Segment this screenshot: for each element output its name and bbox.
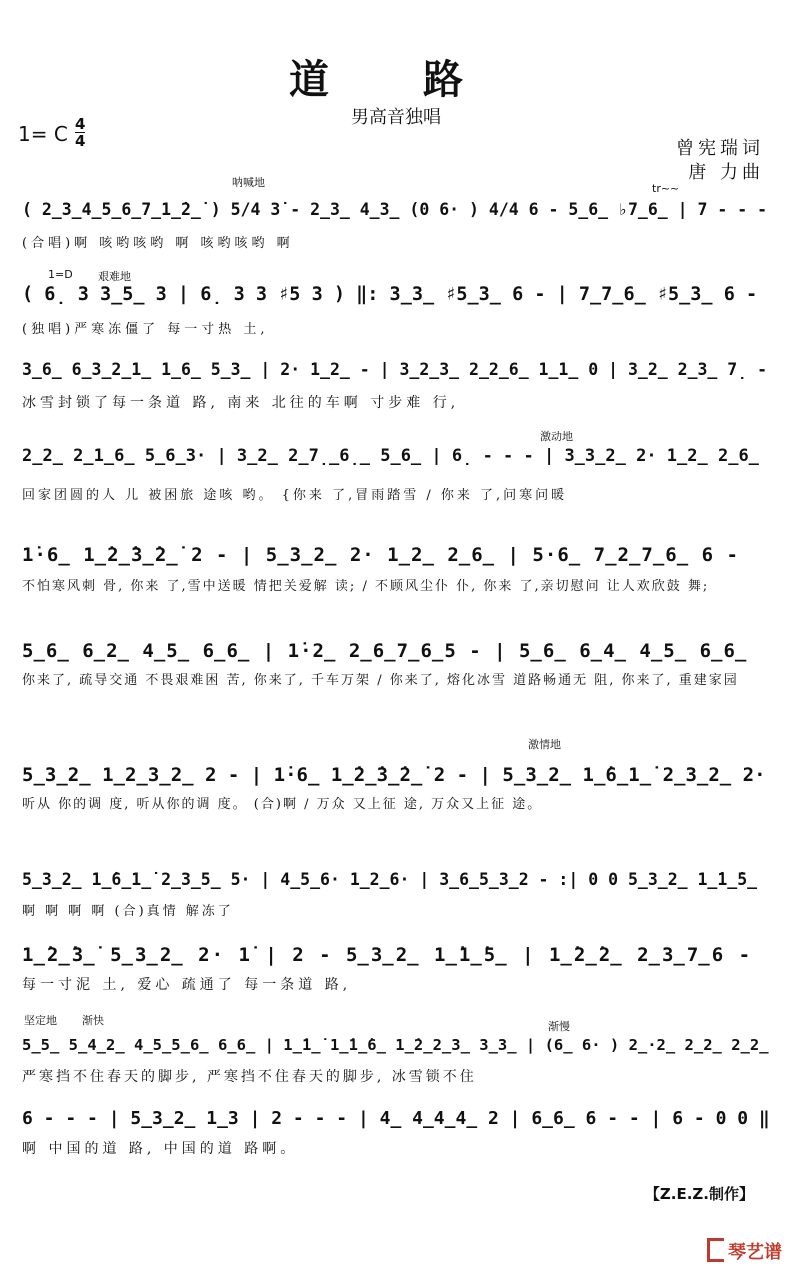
notes-5: 1̇·6̲ 1̲̇2̲̇3̲̇2̲̇ 2 - | 5̲3̲2̲ 2· 1̲2̲ 2̲6̲ | 5·6̲ 7̲2̲7̲6̲ 6 -: [22, 544, 739, 566]
notes-6: 5̲6̲ 6̲2̲ 4̲5̲ 6̲6̲ | 1̇·2̲ 2̲6̲7̲6̲5 - | 5̲6̲ 6̲4̲ 4̲5̲ 6̲6̲: [22, 640, 748, 662]
page-title: 道 路: [289, 56, 503, 103]
maker-credit: 【Z.E.Z.制作】: [644, 1185, 754, 1203]
logo-text: 琴艺谱: [728, 1242, 782, 1263]
lyricist-credit: 曾宪瑞词: [676, 138, 764, 159]
notes-10: 5̲5̲ 5̲4̲2̲ 4̲5̲5̲6̲ 6̲6̲ | 1̲̇1̲̇ 1̲̇1̲̇6̲ 1̲̇2̲2̲3̲ 3̲3̲ | (6̲ 6· ) 2̲·2̲ 2̲2̲ 2̲2̲: [22, 1036, 769, 1054]
time-signature: [75, 116, 85, 149]
notes-8: 5̲3̲2̲ 1̲̇6̲1̲̇ 2̲3̲5̲ 5· | 4̲5̲6· 1̲2̲6· | 3̲6̲5̲3̲2 - :| 0 0 5̲3̲2̲ 1̲̇1̲̇5̲: [22, 870, 758, 889]
cue-firm: 坚定地: [24, 1014, 57, 1027]
cue-rit: 渐慢: [548, 1020, 570, 1033]
time-top: 4: [75, 115, 86, 133]
lyrics-3: 冰雪封锁了每一条道 路, 南来 北往的车啊 寸步难 行,: [22, 395, 460, 411]
notes-2: ( 6̣ 3 3̲5̲ 3 | 6̣ 3 3 ♯5 3 ) ‖: 3̲3̲ ♯5̲3̲ 6 - | 7̲7̲6̲ ♯5̲3̲ 6 -: [22, 284, 758, 305]
lyrics-4: 回家团圆的人 儿 被困旅 途咳 哟。 {你来 了,冒雨踏雪 / 你来 了,问寒问暖: [22, 488, 568, 503]
composer-credit: 唐 力曲: [688, 162, 764, 183]
cue-passion: 激情地: [528, 738, 561, 751]
cue-hard: 艰难地: [98, 270, 131, 283]
lyrics-9: 每一寸泥 土, 爱心 疏通了 每一条道 路,: [22, 977, 352, 993]
cue-key-d: 1=D: [48, 268, 73, 281]
key-signature: 1= C: [18, 122, 68, 146]
time-bottom: 4: [75, 132, 86, 150]
cue-excited: 激动地: [540, 430, 573, 443]
cue-shout: 呐喊地: [232, 176, 265, 189]
cue-accel: 渐快: [82, 1014, 104, 1027]
lyrics-5: 不怕寒风刺 骨, 你来 了,雪中送暖 情把关爱解 读; / 不顾风尘仆 仆, 你来 了,亲切慰问 让人欢欣鼓 舞;: [22, 579, 710, 594]
site-logo: [707, 1238, 782, 1264]
cue-trill: tr~~: [652, 182, 680, 195]
lyrics-8: 啊 啊 啊 啊 (合)真情 解冻了: [22, 904, 234, 919]
lyrics-1: (合唱)啊 咳哟咳哟 啊 咳哟咳哟 啊: [22, 236, 294, 251]
notes-4: 2̲2̲ 2̲1̲6̲ 5̲6̲3· | 3̲2̲ 2̲7̣̲6̣̲ 5̲6̲ | 6̣ - - - | 3̲3̲2̲ 2· 1̲2̲ 2̲6̲: [22, 446, 759, 466]
notes-3: 3̲6̲ 6̲3̲2̲1̲ 1̲6̲ 5̲3̲ | 2· 1̲2̲ - | 3̲2̲3̲ 2̲2̲6̲ 1̲1̲ 0 | 3̲2̲ 2̲3̲ 7̣ -: [22, 360, 768, 379]
lyrics-11: 啊 中国的道 路, 中国的道 路啊。: [22, 1141, 299, 1157]
notes-9: 1̲̇2̲̇3̲̇ 5̲3̲2̲ 2· 1̇ | 2 - 5̲3̲2̲ 1̲̇1̲̇5̲ | 1̲̇2̲̇2̲ 2̲3̲7̲6 -: [22, 944, 753, 966]
lyrics-2: (独唱)严寒冻僵了 每一寸热 土,: [22, 322, 269, 337]
logo-icon: [707, 1238, 724, 1262]
notes-1: ( 2̲3̲4̲5̲6̲7̲1̲̇2̲̇ ) 5/4 3̇ - 2̲3̲ 4̲3̲ (0 6· ) 4/4 6 - 5̲6̲ ♭7̲6̲ | 7 - - -: [22, 200, 768, 219]
notes-7: 5̲3̲2̲ 1̲2̲3̲2̲ 2 - | 1̇·6̲ 1̲̇2̲̇3̲̇2̲̇ 2 - | 5̲3̲2̲ 1̲̇6̲1̲̇ 2̲3̲2̲ 2·: [22, 764, 766, 786]
notes-11: 6 - - - | 5̲3̲2̲ 1̲3 | 2 - - - | 4̲ 4̲4̲4̲ 2 | 6̲6̲ 6 - - | 6 - 0 0 ‖: [22, 1108, 770, 1129]
lyrics-10: 严寒挡不住春天的脚步, 严寒挡不住春天的脚步, 冰雪锁不住: [22, 1069, 477, 1085]
lyrics-6: 你来了, 疏导交通 不畏艰难困 苦, 你来了, 千车万架 / 你来了, 熔化冰雪 道路畅通无 阻, 你来了, 重建家园: [22, 673, 739, 688]
lyrics-7: 听从 你的调 度, 听从你的调 度。 (合)啊 / 万众 又上征 途, 万众又上征 途。: [22, 797, 543, 812]
subtitle: 男高音独唱: [351, 107, 441, 128]
